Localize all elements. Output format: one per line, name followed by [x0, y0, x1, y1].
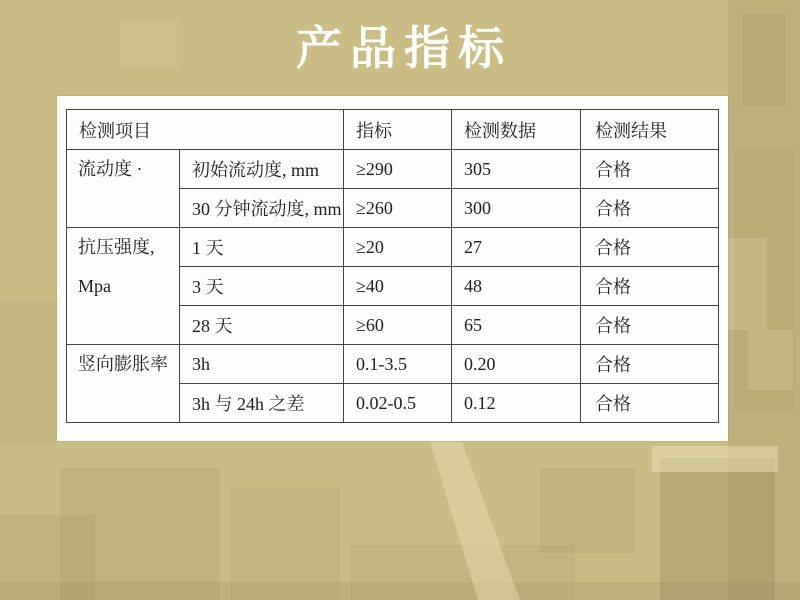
data-cell: 0.12 [452, 384, 581, 423]
data-cell: 300 [452, 189, 581, 228]
spec-cell: 0.02-0.5 [344, 384, 452, 423]
item-cell: 3h 与 24h 之差 [180, 384, 344, 423]
item-cell: 30 分钟流动度, mm [180, 189, 344, 228]
table-row [67, 345, 719, 384]
spec-cell: ≥60 [344, 306, 452, 345]
result-cell: 合格 [581, 150, 719, 189]
data-cell: 305 [452, 150, 581, 189]
result-cell: 合格 [581, 267, 719, 306]
data-cell: 65 [452, 306, 581, 345]
table-header-row [67, 110, 719, 150]
item-cell: 初始流动度, mm [180, 150, 344, 189]
header-cell-data: 检测数据 [452, 110, 581, 150]
item-cell: 28 天 [180, 306, 344, 345]
product-indicators-table [66, 109, 719, 423]
result-cell: 合格 [581, 189, 719, 228]
category-line: Mpa [78, 275, 111, 296]
header-cell-test-item: 检测项目 [67, 110, 344, 150]
spec-cell: 0.1-3.5 [344, 345, 452, 384]
spec-cell: ≥40 [344, 267, 452, 306]
data-cell: 0.20 [452, 345, 581, 384]
slide-title: 产品指标 [296, 22, 512, 74]
data-cell: 48 [452, 267, 581, 306]
table-row [67, 150, 719, 189]
header-cell-spec: 指标 [344, 110, 452, 150]
category-line: 流动度 · [78, 159, 143, 179]
content-panel [57, 96, 728, 441]
category-line: 竖向膨胀率 [78, 354, 168, 374]
spec-cell: ≥20 [344, 228, 452, 267]
category-line: 抗压强度, [78, 237, 155, 257]
spec-cell: ≥290 [344, 150, 452, 189]
result-cell: 合格 [581, 228, 719, 267]
spec-cell: ≥260 [344, 189, 452, 228]
data-cell: 27 [452, 228, 581, 267]
category-cell-compressive-strength [67, 228, 180, 345]
table-row [67, 228, 719, 267]
result-cell: 合格 [581, 306, 719, 345]
header-cell-result: 检测结果 [581, 110, 719, 150]
result-cell: 合格 [581, 345, 719, 384]
item-cell: 1 天 [180, 228, 344, 267]
item-cell: 3h [180, 345, 344, 384]
category-cell-vertical-expansion [67, 345, 180, 423]
result-cell: 合格 [581, 384, 719, 423]
item-cell: 3 天 [180, 267, 344, 306]
category-cell-fluidity [67, 150, 180, 228]
